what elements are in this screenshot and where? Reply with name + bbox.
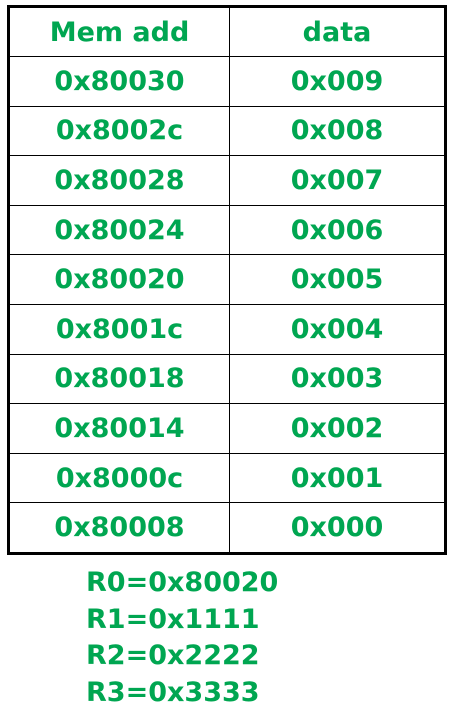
data-cell: 0x006 <box>230 205 446 255</box>
data-cell: 0x002 <box>230 404 446 454</box>
table-row <box>9 156 446 206</box>
address-cell: 0x8001c <box>9 304 230 354</box>
register-r3: R3=0x3333 <box>86 676 260 708</box>
data-cell: 0x000 <box>230 503 446 554</box>
table-row <box>9 453 446 503</box>
data-cell: 0x007 <box>230 156 446 206</box>
table-row <box>9 106 446 156</box>
data-cell: 0x009 <box>230 57 446 107</box>
address-cell: 0x8000c <box>9 453 230 503</box>
table-row <box>9 354 446 404</box>
data-cell: 0x008 <box>230 106 446 156</box>
data-cell: 0x005 <box>230 255 446 305</box>
address-cell: 0x80018 <box>9 354 230 404</box>
address-cell: 0x80030 <box>9 57 230 107</box>
register-r0: R0=0x80020 <box>86 567 279 598</box>
register-list <box>86 565 278 711</box>
table-header-row <box>9 7 446 57</box>
table-row <box>9 57 446 107</box>
memory-table <box>7 5 447 555</box>
table-row <box>9 205 446 255</box>
header-mem-add: Mem add <box>9 7 230 57</box>
address-cell: 0x80028 <box>9 156 230 206</box>
data-cell: 0x001 <box>230 453 446 503</box>
table-row <box>9 304 446 354</box>
table-row <box>9 404 446 454</box>
table-row <box>9 255 446 305</box>
address-cell: 0x80024 <box>9 205 230 255</box>
address-cell: 0x8002c <box>9 106 230 156</box>
register-r2: R2=0x2222 <box>86 640 260 671</box>
data-cell: 0x003 <box>230 354 446 404</box>
address-cell: 0x80020 <box>9 255 230 305</box>
register-r1: R1=0x1111 <box>86 603 260 635</box>
data-cell: 0x004 <box>230 304 446 354</box>
header-data: data <box>230 7 446 57</box>
address-cell: 0x80014 <box>9 404 230 454</box>
table-row <box>9 503 446 554</box>
address-cell: 0x80008 <box>9 503 230 554</box>
